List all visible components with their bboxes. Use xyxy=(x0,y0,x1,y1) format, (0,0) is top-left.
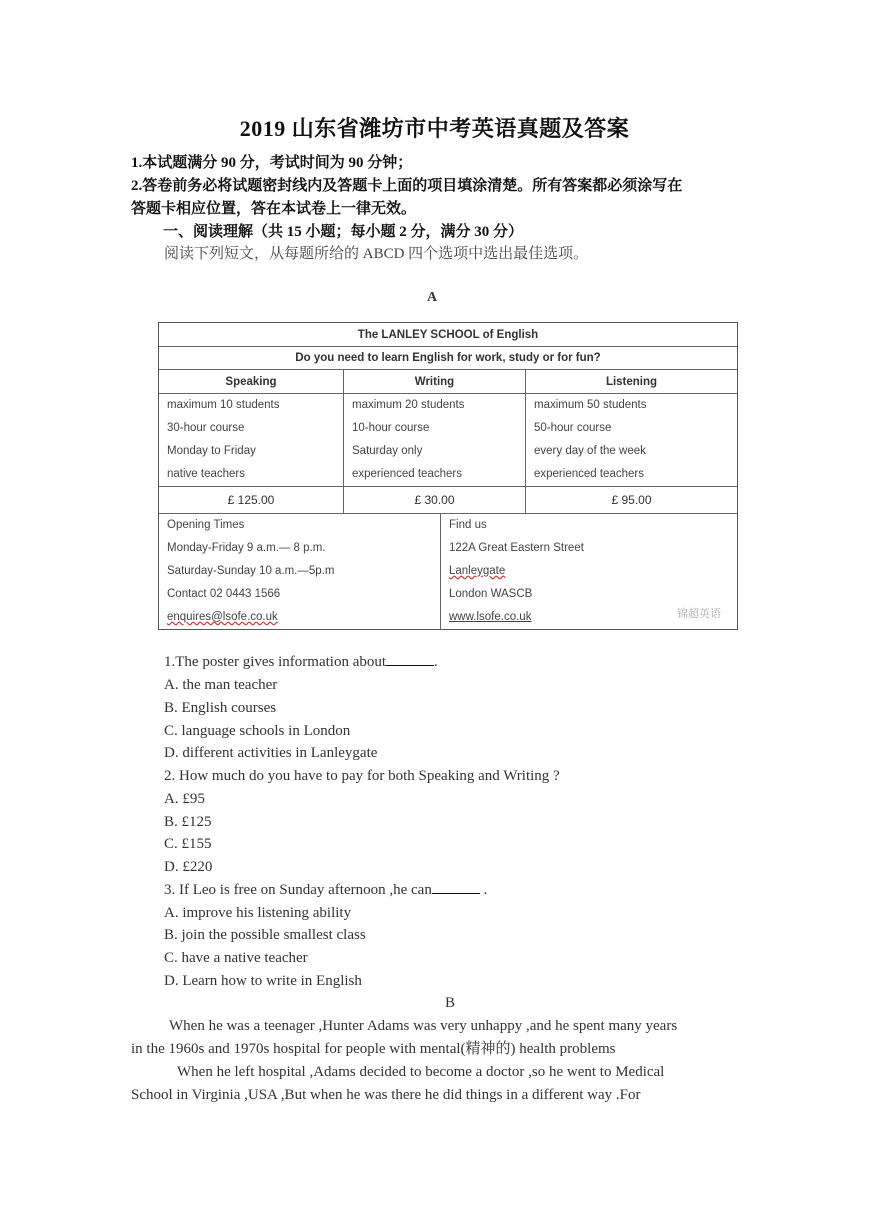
option-3a: A. improve his listening ability xyxy=(164,905,352,921)
question-1 xyxy=(164,651,438,673)
contact-phone: Contact 02 0443 1566 xyxy=(167,588,281,600)
poster-divider xyxy=(525,370,526,514)
listening-line-1: maximum 50 students xyxy=(534,399,647,411)
option-2d: D. £220 xyxy=(164,859,213,875)
passage-b-line-4: School in Virginia ,USA ,But when he was there he did things in a different way .For xyxy=(131,1087,641,1103)
option-2b: B. £125 xyxy=(164,814,212,830)
street-address: 122A Great Eastern Street xyxy=(449,542,584,554)
poster-details-row xyxy=(159,394,737,487)
writing-details xyxy=(344,394,525,486)
option-3b: B. join the possible smallest class xyxy=(164,927,366,943)
question-1-end: . xyxy=(434,654,438,670)
listening-line-3: every day of the week xyxy=(534,445,646,457)
listening-line-4: experienced teachers xyxy=(534,468,644,480)
weekend-hours: Saturday-Sunday 10 a.m.—5p.m xyxy=(167,565,335,577)
option-3d: D. Learn how to write in English xyxy=(164,973,362,989)
writing-line-1: maximum 20 students xyxy=(352,399,465,411)
header-listening: Listening xyxy=(605,376,658,388)
district-name: Lanleygate xyxy=(449,565,506,577)
website-link[interactable]: www.lsofe.co.uk xyxy=(449,611,532,623)
option-3c: C. have a native teacher xyxy=(164,950,308,966)
instruction-text: 阅读下列短文，从每题所给的 ABCD 四个选项中选出最佳选项。 xyxy=(164,246,589,262)
option-2c: C. £155 xyxy=(164,836,212,852)
listening-price: £ 95.00 xyxy=(611,493,652,507)
question-3 xyxy=(164,879,487,901)
speaking-line-1: maximum 10 students xyxy=(167,399,280,411)
passage-b-line-2: in the 1960s and 1970s hospital for people with mental(精神的) health problems xyxy=(131,1041,616,1057)
listening-line-2: 50-hour course xyxy=(534,422,612,434)
speaking-details xyxy=(159,394,343,486)
option-2a: A. £95 xyxy=(164,791,205,807)
header-writing: Writing xyxy=(414,376,455,388)
poster-watermark: 锦超英语 xyxy=(677,608,721,620)
answer-blank xyxy=(386,651,434,666)
speaking-line-4: native teachers xyxy=(167,468,245,480)
option-1c: C. language schools in London xyxy=(164,723,351,739)
option-1a: A. the man teacher xyxy=(164,677,278,693)
option-1b: B. English courses xyxy=(164,700,277,716)
question-3-end: . xyxy=(479,882,488,898)
passage-b-label: B xyxy=(445,995,456,1011)
speaking-line-3: Monday to Friday xyxy=(167,445,256,457)
listening-details xyxy=(526,394,737,486)
find-us-label: Find us xyxy=(449,519,487,531)
question-1-text: 1.The poster gives information about xyxy=(164,654,387,670)
question-3-text: 3. If Leo is free on Sunday afternoon ,he can xyxy=(164,882,432,898)
question-2: 2. How much do you have to pay for both Speaking and Writing ? xyxy=(164,768,560,784)
writing-price: £ 30.00 xyxy=(414,493,455,507)
writing-line-4: experienced teachers xyxy=(352,468,462,480)
answer-blank xyxy=(432,879,480,894)
weekday-hours: Monday-Friday 9 a.m.— 8 p.m. xyxy=(167,542,326,554)
exam-note-2a: 2.答卷前务必将试题密封线内及答题卡上面的项目填涂清楚。所有答案都必须涂写在 xyxy=(131,178,683,194)
section-heading: 一、阅读理解（共 15 小题；每小题 2 分，满分 30 分） xyxy=(163,224,524,240)
exam-note-1: 1.本试题满分 90 分，考试时间为 90 分钟； xyxy=(131,155,413,171)
page-title: 2019 山东省潍坊市中考英语真题及答案 xyxy=(239,116,630,141)
speaking-line-2: 30-hour course xyxy=(167,422,245,434)
option-1d: D. different activities in Lanleygate xyxy=(164,745,378,761)
passage-a-label: A xyxy=(427,290,438,305)
speaking-price: £ 125.00 xyxy=(227,493,275,507)
header-speaking: Speaking xyxy=(225,376,277,388)
poster-divider xyxy=(343,370,344,514)
poster-school-name: The LANLEY SCHOOL of English xyxy=(159,323,737,347)
exam-note-2b: 答题卡相应位置，答在本试卷上一律无效。 xyxy=(131,201,417,217)
poster-tagline: Do you need to learn English for work, study or for fun? xyxy=(159,347,737,370)
poster-column-headers xyxy=(159,370,737,394)
opening-times-label: Opening Times xyxy=(167,519,245,531)
city-postcode: London WASCB xyxy=(449,588,533,600)
contact-email-link[interactable]: enquires@lsofe.co.uk xyxy=(167,611,278,623)
writing-line-3: Saturday only xyxy=(352,445,423,457)
passage-b-line-1: When he was a teenager ,Hunter Adams was very unhappy ,and he spent many years xyxy=(169,1018,678,1034)
opening-times-block xyxy=(159,514,440,629)
poster-prices-row xyxy=(159,487,737,514)
passage-b-line-3: When he left hospital ,Adams decided to become a doctor ,so he went to Medical xyxy=(177,1064,665,1080)
school-poster xyxy=(158,322,738,630)
writing-line-2: 10-hour course xyxy=(352,422,430,434)
